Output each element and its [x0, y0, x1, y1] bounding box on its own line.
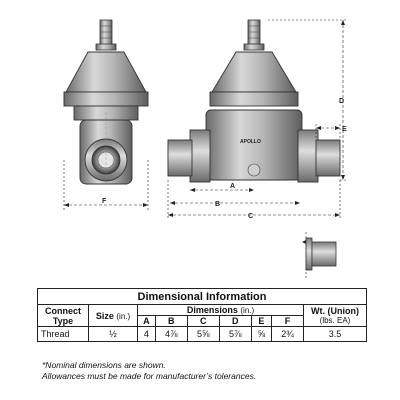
cell-dim-f: 2¾: [271, 327, 303, 342]
footnotes: [42, 360, 382, 382]
table-row: [38, 327, 367, 342]
header-dim-f: F: [271, 316, 303, 327]
cell-connect-type: Thread: [38, 327, 89, 342]
footnote-nominal: *Nominal dimensions are shown.: [42, 360, 166, 370]
cell-size: ½: [89, 327, 138, 342]
header-dim-e: E: [251, 316, 271, 327]
footnote-tolerance: Allowances must be made for manufacturer’s tolerances.: [42, 371, 257, 381]
header-dimensions-unit: (in.): [240, 306, 255, 315]
table-title: Dimensional Information: [38, 289, 367, 305]
dimension-label-d: D: [339, 98, 345, 105]
cell-dim-b: 4⅞: [155, 327, 187, 342]
header-dim-b: B: [155, 316, 187, 327]
cell-dim-e: ⅝: [251, 327, 271, 342]
header-connect-type: Connect Type: [38, 305, 89, 327]
dimension-label-b: B: [215, 201, 221, 208]
valve-front-view: [168, 20, 340, 182]
header-size: [89, 305, 138, 327]
valve-end-view: [64, 20, 148, 184]
header-dim-d: D: [219, 316, 251, 327]
header-dim-a: A: [138, 316, 156, 327]
cell-dim-c: 5⅝: [187, 327, 219, 342]
header-size-label: Size: [95, 310, 114, 321]
cell-weight: 3.5: [304, 327, 367, 342]
header-weight: [304, 305, 367, 327]
header-dim-c: C: [187, 316, 219, 327]
header-weight-unit: (lbs. EA): [319, 316, 351, 325]
dimension-label-c: C: [248, 213, 254, 220]
header-dimensions-label: Dimensions: [186, 305, 238, 315]
header-dimensions: [138, 305, 304, 316]
cell-dim-a: 4: [138, 327, 156, 342]
tailpiece-detail: [302, 232, 336, 278]
dimension-label-f: F: [102, 198, 107, 205]
header-weight-label: Wt. (Union): [311, 306, 359, 316]
dimension-label-e: E: [342, 126, 347, 133]
cell-dim-d: 5⅞: [219, 327, 251, 342]
dimensional-information-table: [37, 288, 367, 342]
dimension-label-a: A: [230, 183, 236, 190]
header-size-unit: (in.): [116, 311, 131, 321]
brand-marking: APOLLO: [240, 139, 261, 145]
